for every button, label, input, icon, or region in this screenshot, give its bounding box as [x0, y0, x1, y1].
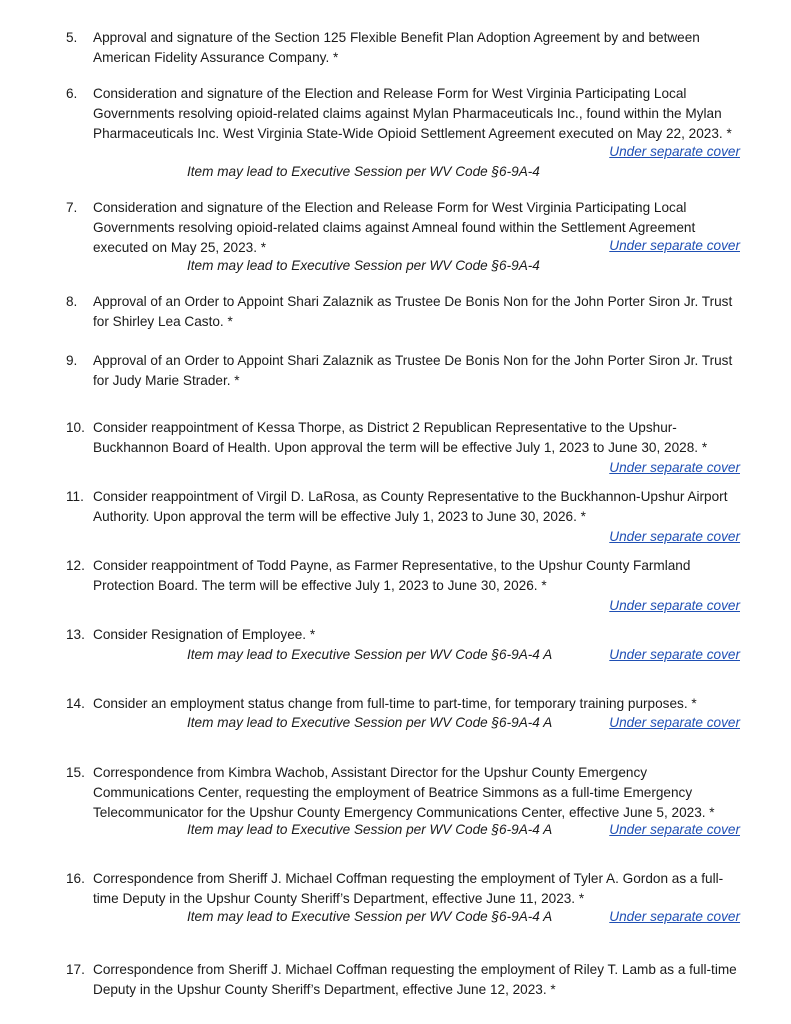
executive-session-note: Item may lead to Executive Session per WV Code §6-9A-4 [187, 258, 540, 273]
item-text: Consider reappointment of Virgil D. LaRosa, as County Representative to the Buckhannon-Upshur Airport Authority. Upon approval the term will be effective July 1, 2023 to June 30, 2026. * [93, 489, 728, 524]
executive-session-note: Item may lead to Executive Session per WV Code §6-9A-4 A [187, 909, 553, 924]
item-number: 14. [66, 696, 85, 711]
executive-session-note: Item may lead to Executive Session per WV Code §6-9A-4 [187, 164, 540, 179]
item-number: 13. [66, 627, 85, 642]
item-text: Consider Resignation of Employee. * [93, 627, 316, 642]
under-separate-cover-link[interactable]: Under separate cover [609, 909, 740, 924]
item-number: 5. [66, 30, 78, 45]
item-number: 11. [66, 489, 84, 504]
agenda-item-16 [66, 869, 746, 909]
under-separate-cover-link[interactable]: Under separate cover [609, 238, 740, 253]
item-text: Consideration and signature of the Election and Release Form for West Virginia Participating Local Governments resolving opioid-related claims against Mylan Pharmaceuticals Inc., found within the Mylan Pharmaceuticals Inc. West Virginia State-Wide Opioid Settlement Agreement executed on May 22, 2023. * [93, 86, 732, 141]
item-text: Correspondence from Sheriff J. Michael Coffman requesting the employment of Tyler A. Gordon as a full-time Deputy in the Upshur County Sheriff’s Department, effective June 11, 2023. * [93, 871, 724, 906]
under-separate-cover-link[interactable]: Under separate cover [609, 647, 740, 662]
item-number: 15. [66, 765, 85, 780]
agenda-item-8 [66, 292, 746, 332]
agenda-item-14 [66, 694, 746, 714]
executive-session-note: Item may lead to Executive Session per WV Code §6-9A-4 A [187, 647, 553, 662]
agenda-item-10 [66, 418, 746, 458]
item-text: Approval of an Order to Appoint Shari Zalaznik as Trustee De Bonis Non for the John Porter Siron Jr. Trust for Shirley Lea Casto. * [93, 294, 733, 329]
agenda-item-6 [66, 84, 746, 144]
item-text: Consider reappointment of Todd Payne, as Farmer Representative, to the Upshur County Farmland Protection Board. The term will be effective July 1, 2023 to June 30, 2026. * [93, 558, 691, 593]
item-number: 7. [66, 200, 78, 215]
agenda-item-5 [66, 28, 746, 68]
agenda-item-17 [66, 960, 746, 1000]
executive-session-note: Item may lead to Executive Session per WV Code §6-9A-4 A [187, 822, 553, 837]
under-separate-cover-link[interactable]: Under separate cover [609, 822, 740, 837]
executive-session-note: Item may lead to Executive Session per WV Code §6-9A-4 A [187, 715, 553, 730]
agenda-item-9 [66, 351, 746, 391]
agenda-item-15 [66, 763, 746, 823]
agenda-item-12 [66, 556, 746, 596]
item-number: 6. [66, 86, 78, 101]
item-text: Consider reappointment of Kessa Thorpe, as District 2 Republican Representative to the Upshur-Buckhannon Board of Health. Upon approval the term will be effective July 1, 2023 to June 30, 2028. * [93, 420, 708, 455]
item-number: 12. [66, 558, 85, 573]
under-separate-cover-link[interactable]: Under separate cover [609, 715, 740, 730]
item-number: 9. [66, 353, 78, 368]
under-separate-cover-link[interactable]: Under separate cover [609, 598, 740, 613]
item-text: Approval and signature of the Section 125 Flexible Benefit Plan Adoption Agreement by and between American Fidelity Assurance Company. * [93, 30, 700, 65]
agenda-item-11 [66, 487, 746, 527]
agenda-item-13 [66, 625, 746, 645]
under-separate-cover-link[interactable]: Under separate cover [609, 144, 740, 159]
item-number: 16. [66, 871, 85, 886]
item-number: 17. [66, 962, 85, 977]
item-text: Consider an employment status change from full-time to part-time, for temporary training purposes. * [93, 696, 697, 711]
item-number: 10. [66, 420, 85, 435]
under-separate-cover-link[interactable]: Under separate cover [609, 460, 740, 475]
under-separate-cover-link[interactable]: Under separate cover [609, 529, 740, 544]
item-text: Consideration and signature of the Election and Release Form for West Virginia Participating Local Governments resolving opioid-related claims against Amneal found within the Settlement Agreement executed on May 25, 2023. * [93, 200, 696, 255]
item-text: Correspondence from Kimbra Wachob, Assistant Director for the Upshur County Emergency Communications Center, requesting the employment of Beatrice Simmons as a full-time Emergency Telecommunicator for the Upshur County Emergency Communications Center, effective June 5, 2023. * [93, 765, 715, 820]
item-text: Approval of an Order to Appoint Shari Zalaznik as Trustee De Bonis Non for the John Porter Siron Jr. Trust for Judy Marie Strader. * [93, 353, 733, 388]
item-text: Correspondence from Sheriff J. Michael Coffman requesting the employment of Riley T. Lamb as a full-time Deputy in the Upshur County Sheriff’s Department, effective June 12, 2023. * [93, 962, 737, 997]
item-number: 8. [66, 294, 78, 309]
